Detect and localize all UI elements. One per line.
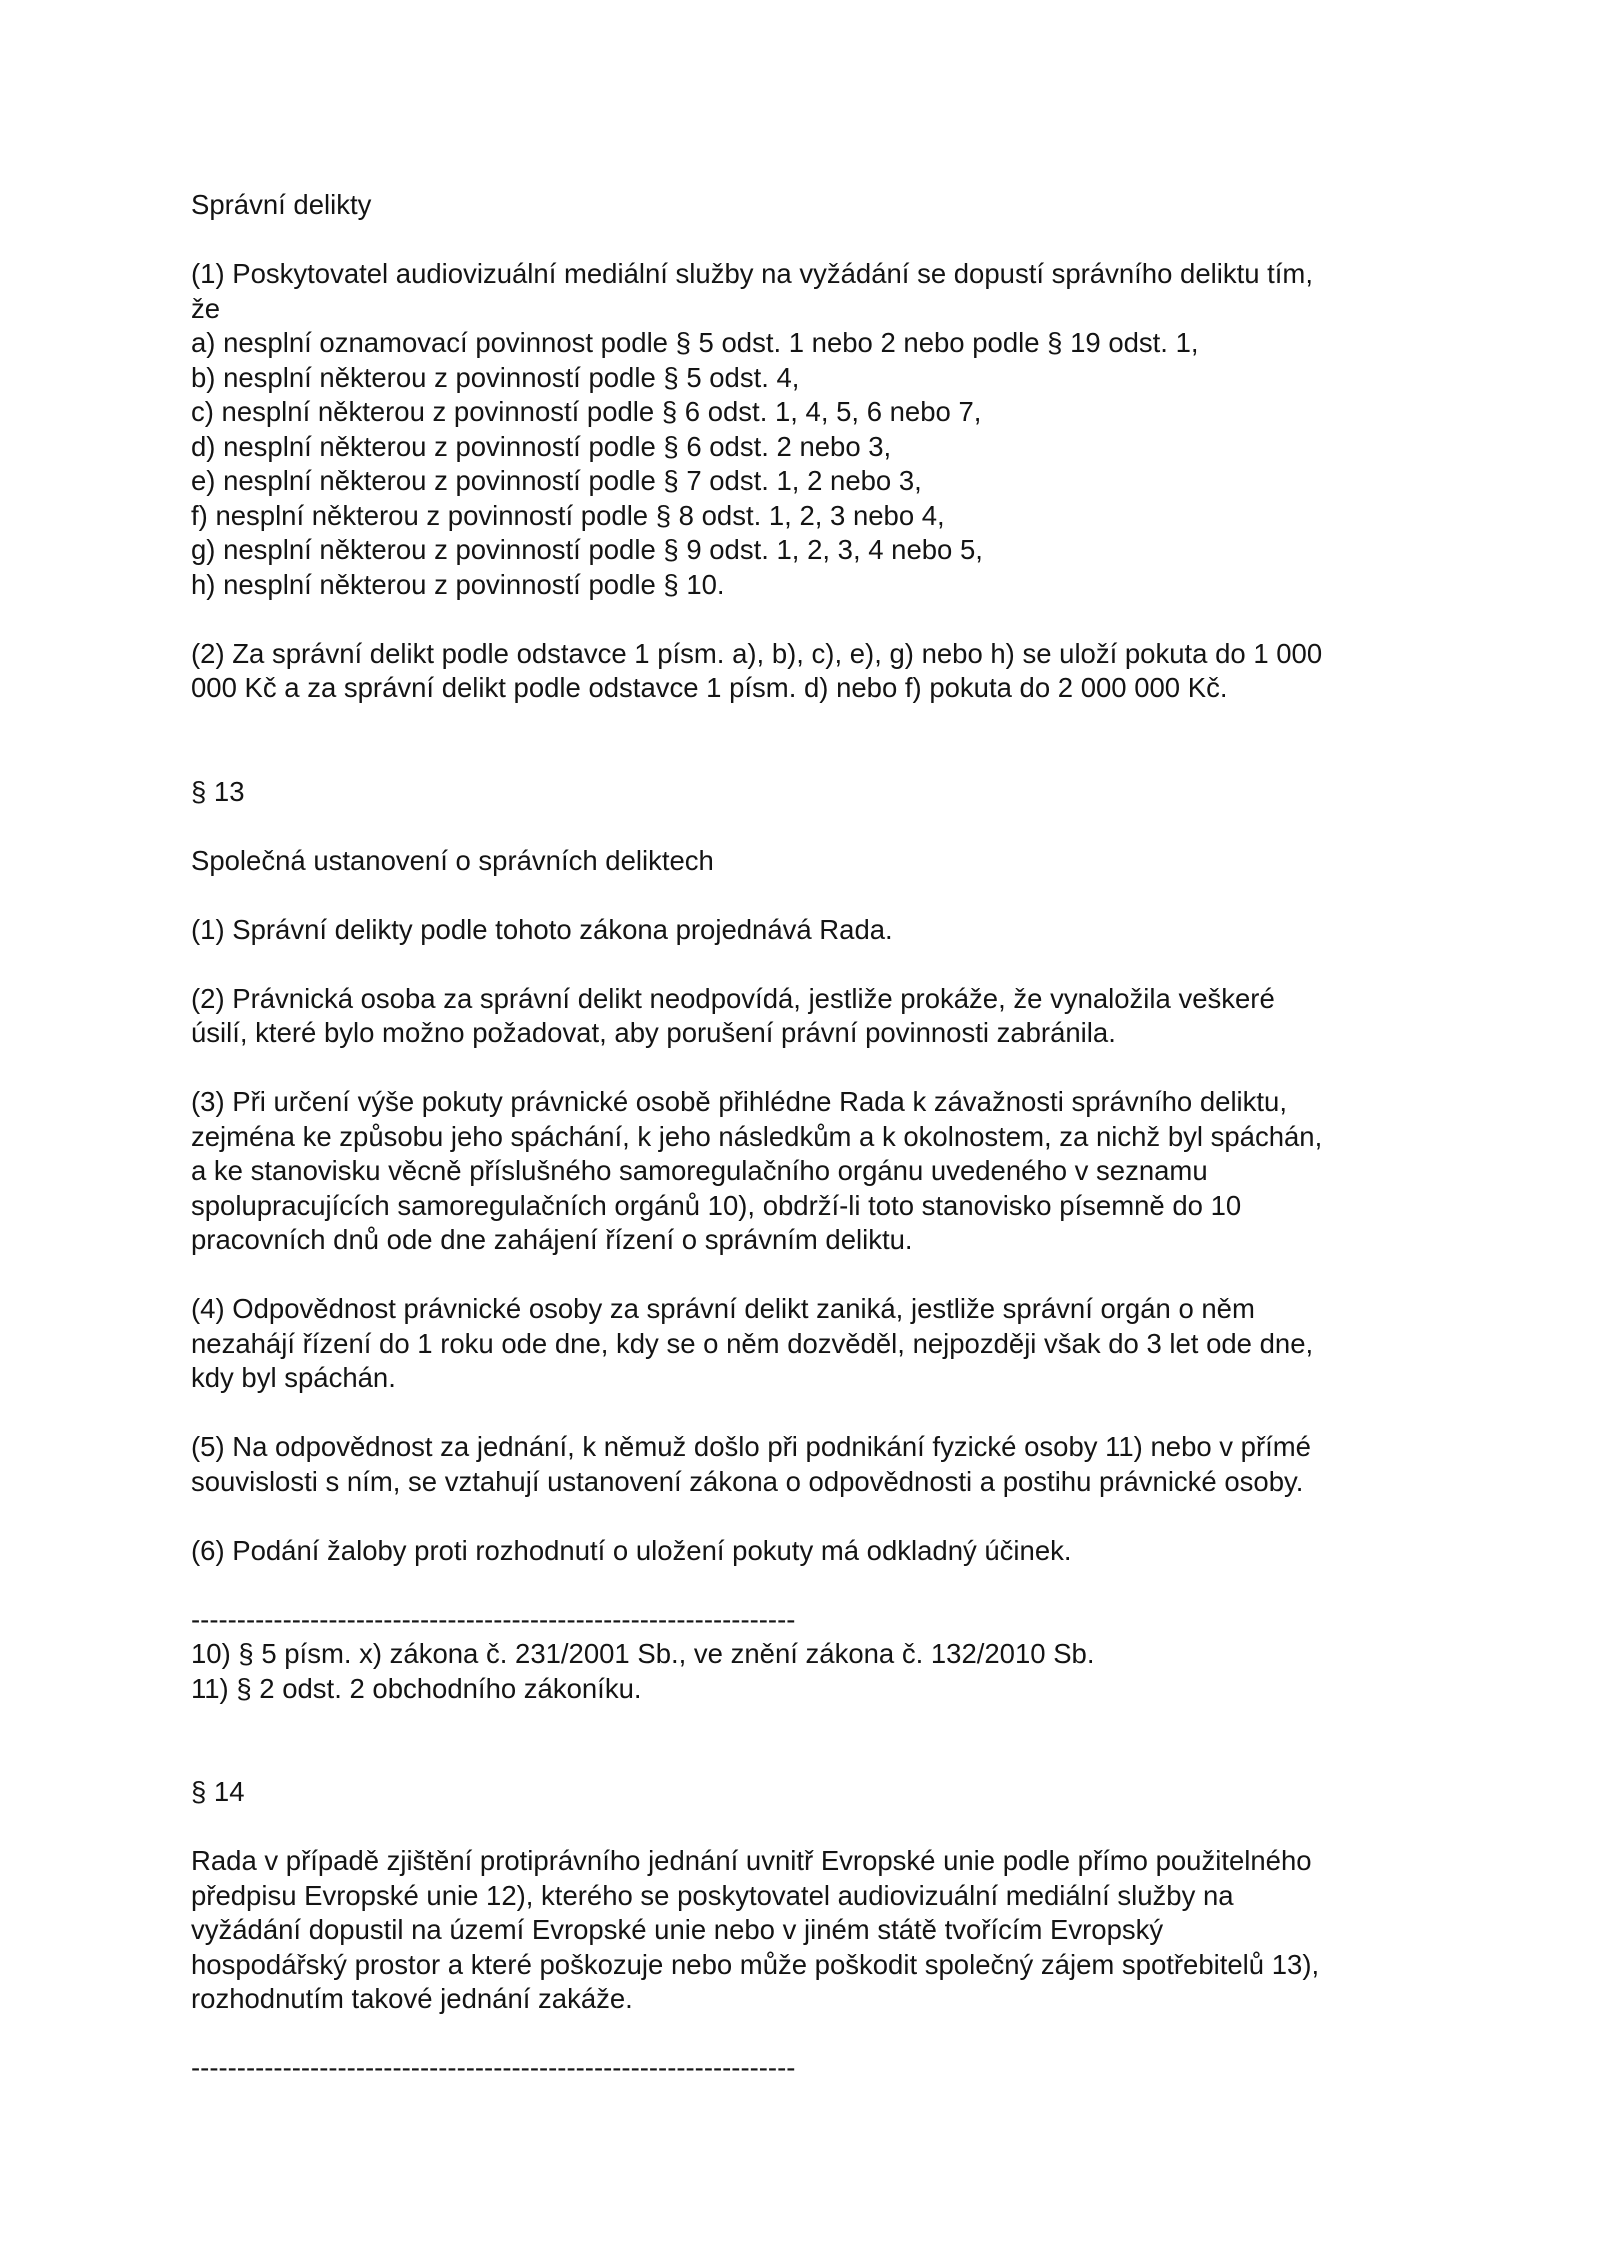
- text-line: pracovních dnů ode dne zahájení řízení o správním deliktu.: [191, 1224, 913, 1255]
- text-line: (6) Podání žaloby proti rozhodnutí o uložení pokuty má odkladný účinek.: [191, 1534, 1072, 1566]
- list-item-g: g) nesplní některou z povinností podle § 9 odst. 1, 2, 3, 4 nebo 5,: [191, 534, 983, 565]
- section-13-paragraph-5: [191, 1430, 1441, 1499]
- section-14-number: [191, 1775, 1441, 1810]
- section-13-paragraph-2: [191, 982, 1441, 1051]
- text-line: rozhodnutím takové jednání zakáže.: [191, 1983, 633, 2014]
- text-line: nezahájí řízení do 1 roku ode dne, kdy se o něm dozvěděl, nejpozději však do 3 let ode dne,: [191, 1327, 1314, 1359]
- footnote-10: 10) § 5 písm. x) zákona č. 231/2001 Sb., ve znění zákona č. 132/2010 Sb.: [191, 1638, 1095, 1669]
- footnotes-block: [191, 1603, 1441, 1707]
- list-item-e: e) nesplní některou z povinností podle § 7 odst. 1, 2 nebo 3,: [191, 465, 922, 496]
- text-line: zejména ke způsobu jeho spáchání, k jeho následkům a k okolnostem, za nichž byl spáchán,: [191, 1120, 1323, 1152]
- section-13-paragraph-1: [191, 913, 1441, 948]
- list-item-h: h) nesplní některou z povinností podle § 10.: [191, 568, 725, 600]
- text-line: vyžádání dopustil na území Evropské unie nebo v jiném státě tvořícím Evropský: [191, 1914, 1164, 1945]
- text-line: (1) Správní delikty podle tohoto zákona projednává Rada.: [191, 913, 893, 945]
- text-line: (3) Při určení výše pokuty právnické osobě přihlédne Rada k závažnosti správního deliktu,: [191, 1086, 1287, 1117]
- text-line: předpisu Evropské unie 12), kterého se poskytovatel audiovizuální mediální služby na: [191, 1879, 1234, 1911]
- section-14-paragraph: [191, 1844, 1441, 2017]
- section-13-paragraph-4: [191, 1292, 1441, 1396]
- heading-text: Společná ustanovení o správních deliktech: [191, 844, 714, 876]
- section-13-paragraph-6: [191, 1534, 1441, 1569]
- list-item-d: d) nesplní některou z povinností podle § 6 odst. 2 nebo 3,: [191, 430, 892, 462]
- text-line: souvislosti s ním, se vztahují ustanovení zákona o odpovědnosti a postihu právnické osoby.: [191, 1465, 1304, 1497]
- section-12-paragraph-2: [191, 637, 1441, 706]
- section-13-number: [191, 775, 1441, 810]
- text-line: 000 Kč a za správní delikt podle odstavce 1 písm. d) nebo f) pokuta do 2 000 000 Kč.: [191, 672, 1228, 703]
- document-page: [191, 188, 1441, 2086]
- text-line: hospodářský prostor a které poškozuje nebo může poškodit společný zájem spotřebitelů 13),: [191, 1948, 1320, 1980]
- text-line: že: [191, 292, 221, 324]
- section-13-heading: [191, 844, 1441, 879]
- text-line: (1) Poskytovatel audiovizuální mediální služby na vyžádání se dopustí správního deliktu tím,: [191, 258, 1313, 289]
- footnotes-block-2: [191, 2051, 1441, 2086]
- text-line: Rada v případě zjištění protiprávního jednání uvnitř Evropské unie podle přímo použitelného: [191, 1845, 1312, 1876]
- footnote-separator: ------------------------------------------------------------------: [191, 1603, 796, 1635]
- section-12-paragraph-1: [191, 257, 1441, 602]
- list-item-f: f) nesplní některou z povinností podle § 8 odst. 1, 2, 3 nebo 4,: [191, 499, 945, 531]
- text-line: (2) Za správní delikt podle odstavce 1 písm. a), b), c), e), g) nebo h) se uloží pokuta do 1 000: [191, 637, 1323, 669]
- section-number: § 14: [191, 1776, 245, 1807]
- text-line: spolupracujících samoregulačních orgánů 10), obdrží-li toto stanovisko písemně do 10: [191, 1189, 1242, 1221]
- list-item-a: a) nesplní oznamovací povinnost podle § 5 odst. 1 nebo 2 nebo podle § 19 odst. 1,: [191, 327, 1199, 358]
- text-line: úsilí, které bylo možno požadovat, aby porušení právní povinnosti zabránila.: [191, 1017, 1116, 1048]
- footnote-11: 11) § 2 odst. 2 obchodního zákoníku.: [191, 1672, 642, 1704]
- section-12-heading: [191, 188, 1441, 223]
- text-line: (2) Právnická osoba za správní delikt neodpovídá, jestliže prokáže, že vynaložila veškeré: [191, 982, 1275, 1014]
- text-line: (4) Odpovědnost právnické osoby za správní delikt zaniká, jestliže správní orgán o něm: [191, 1293, 1255, 1324]
- list-item-b: b) nesplní některou z povinností podle § 5 odst. 4,: [191, 361, 800, 393]
- heading-text: Správní delikty: [191, 189, 372, 220]
- text-line: kdy byl spáchán.: [191, 1362, 396, 1393]
- section-number: § 13: [191, 775, 245, 807]
- section-13-paragraph-3: [191, 1085, 1441, 1258]
- text-line: a ke stanovisku věcně příslušného samoregulačního orgánu uvedeného v seznamu: [191, 1155, 1208, 1186]
- footnote-separator: ------------------------------------------------------------------: [191, 2052, 796, 2083]
- list-item-c: c) nesplní některou z povinností podle § 6 odst. 1, 4, 5, 6 nebo 7,: [191, 396, 982, 427]
- text-line: (5) Na odpovědnost za jednání, k němuž došlo při podnikání fyzické osoby 11) nebo v přímé: [191, 1431, 1311, 1462]
